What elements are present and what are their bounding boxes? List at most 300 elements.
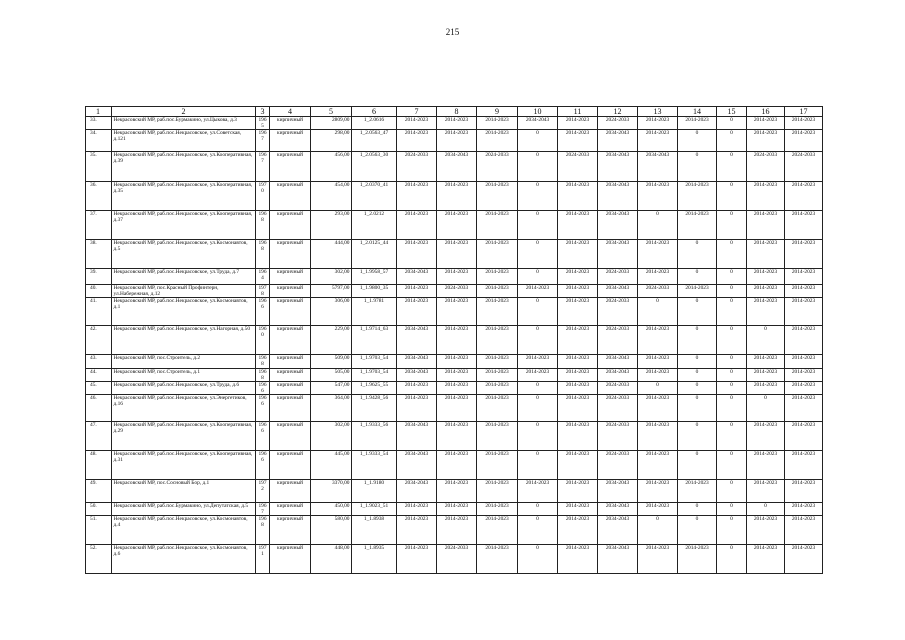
table-row — [86, 326, 823, 355]
table-cell: 2014-2023 — [558, 502, 598, 515]
table-cell: 2034-2043 — [397, 368, 437, 381]
table-cell: 39. — [86, 269, 112, 285]
table-cell: 44. — [86, 368, 112, 381]
table-cell: 2014-2023 — [558, 240, 598, 269]
table-cell: Некрасовский МР, раб.пос.Некрасовское, ул.Советская, д.121 — [112, 130, 256, 152]
table-cell: 2014-2023 — [785, 394, 823, 421]
table-cell: 2014-2023 — [397, 381, 437, 394]
table-cell: 2014-2023 — [397, 211, 437, 240]
table-cell: 2024-2033 — [397, 152, 437, 182]
table-cell: 48. — [86, 450, 112, 479]
table-cell: 454,00 — [311, 182, 352, 211]
table-cell: 2014-2023 — [477, 269, 518, 285]
table-cell: 0 — [717, 355, 747, 368]
table-cell: 0 — [638, 211, 678, 240]
table-cell: 448,00 — [311, 545, 352, 574]
table-cell: 2014-2023 — [477, 516, 518, 545]
table-cell: 2014-2023 — [477, 326, 518, 355]
table-cell: 2014-2023 — [747, 368, 785, 381]
column-header-16: 16 — [747, 107, 785, 117]
table-cell: 2014-2023 — [437, 394, 477, 421]
table-cell: 1_2.0616 — [352, 117, 397, 130]
table-cell: Некрасовский МР, пос.Красный Профинтерн, ул.Набережная, д.12 — [112, 285, 256, 298]
table-cell: 0 — [717, 152, 747, 182]
column-header-7: 7 — [397, 107, 437, 117]
table-cell: 0 — [678, 269, 717, 285]
table-cell: 2024-2033 — [437, 285, 477, 298]
table-cell: кирпичный — [270, 152, 311, 182]
table-cell: 0 — [678, 394, 717, 421]
table-cell: кирпичный — [270, 355, 311, 368]
table-cell: 2034-2043 — [397, 450, 437, 479]
table-cell: 1_1.9428_56 — [352, 394, 397, 421]
table-cell: Некрасовский МР, раб.пос.Некрасовское, ул.Энергетиков, д.16 — [112, 394, 256, 421]
table-cell: 2014-2023 — [785, 479, 823, 502]
table-cell: 0 — [638, 381, 678, 394]
table-cell: кирпичный — [270, 285, 311, 298]
table-cell: Некрасовский МР, раб.пос.Некрасовское, ул.Кооперативная, д.35 — [112, 182, 256, 211]
table-cell: 2014-2023 — [747, 516, 785, 545]
table-cell: 0 — [518, 394, 558, 421]
table-cell: Некрасовский МР, раб.пос.Некрасовское, ул.Кооперативная, д.37 — [112, 211, 256, 240]
table-cell: 2014-2023 — [638, 394, 678, 421]
table-cell: 0 — [518, 182, 558, 211]
table-cell: 547,00 — [311, 381, 352, 394]
table-cell: 2024-2033 — [598, 269, 638, 285]
table-cell: 2024-2033 — [598, 298, 638, 326]
table-cell: 2014-2023 — [477, 240, 518, 269]
table-cell: 0 — [678, 502, 717, 515]
table-cell: 2014-2023 — [397, 285, 437, 298]
table-cell: 2809,00 — [311, 117, 352, 130]
table-cell: 2014-2023 — [785, 381, 823, 394]
table-cell: 1960 — [256, 326, 270, 355]
table-cell: 2014-2023 — [518, 368, 558, 381]
table-cell: Некрасовский МР, раб.пос.Некрасовское, ул.Труда, д.6 — [112, 381, 256, 394]
column-header-12: 12 — [598, 107, 638, 117]
table-cell: 1967 — [256, 152, 270, 182]
table-cell: 0 — [717, 368, 747, 381]
table-cell: 2014-2023 — [477, 117, 518, 130]
table-cell: 0 — [678, 355, 717, 368]
table-cell: 0 — [678, 421, 717, 450]
table-row — [86, 450, 823, 479]
table-cell: 1_1.8938 — [352, 516, 397, 545]
table-cell: 45. — [86, 381, 112, 394]
table-cell: Некрасовский МР, раб.пос.Некрасовское, ул.Космонавтов, д.4 — [112, 516, 256, 545]
column-header-10: 10 — [518, 107, 558, 117]
table-cell: 2034-2043 — [437, 152, 477, 182]
table-cell: 1968 — [256, 211, 270, 240]
table-cell: 2014-2023 — [397, 130, 437, 152]
header-row — [86, 107, 823, 117]
table-cell: 2014-2023 — [518, 355, 558, 368]
table-cell: 2014-2023 — [437, 479, 477, 502]
table-cell: кирпичный — [270, 450, 311, 479]
table-cell: 1_1.8935 — [352, 545, 397, 574]
table-cell: 2014-2023 — [785, 421, 823, 450]
table-cell: 580,00 — [311, 516, 352, 545]
table-cell: 2014-2023 — [477, 450, 518, 479]
table-cell: 2014-2023 — [477, 545, 518, 574]
table-cell: 2014-2023 — [785, 130, 823, 152]
table-cell: 2014-2023 — [477, 381, 518, 394]
table-cell: 293,00 — [311, 211, 352, 240]
table-cell: 2014-2023 — [477, 479, 518, 502]
table-cell: 2014-2023 — [785, 502, 823, 515]
table-cell: Некрасовский МР, пос.Сосновый Бор, д.1 — [112, 479, 256, 502]
table-cell: 2014-2023 — [437, 516, 477, 545]
table-cell: 1_1.9781 — [352, 298, 397, 326]
table-row — [86, 516, 823, 545]
table-cell: Некрасовский МР, раб.пос.Некрасовское, ул.Кооперативная, д.31 — [112, 450, 256, 479]
table-cell: 2014-2023 — [678, 285, 717, 298]
table-cell: кирпичный — [270, 421, 311, 450]
table-cell: 0 — [518, 240, 558, 269]
table-cell: Некрасовский МР, раб.пос.Некрасовское, ул.Труда, д.7 — [112, 269, 256, 285]
table-cell: 2014-2023 — [518, 479, 558, 502]
table-cell: кирпичный — [270, 394, 311, 421]
table-cell: 0 — [518, 450, 558, 479]
table-cell: 34. — [86, 130, 112, 152]
table-cell: 1970 — [256, 182, 270, 211]
table-cell: кирпичный — [270, 381, 311, 394]
table-cell: 2034-2043 — [397, 421, 437, 450]
table-cell: 0 — [518, 298, 558, 326]
table-cell: 2014-2023 — [437, 355, 477, 368]
table-cell: 0 — [678, 240, 717, 269]
table-cell: 2014-2023 — [558, 285, 598, 298]
table-cell: 445,00 — [311, 450, 352, 479]
table-cell: 2014-2023 — [747, 355, 785, 368]
table-cell: 2034-2043 — [397, 326, 437, 355]
table-cell: 2014-2023 — [477, 355, 518, 368]
table-header — [86, 107, 823, 117]
table-cell: 450,00 — [311, 502, 352, 515]
table-cell: 0 — [747, 326, 785, 355]
table-cell: 2014-2023 — [747, 421, 785, 450]
table-cell: 0 — [717, 394, 747, 421]
table-cell: 0 — [678, 368, 717, 381]
table-cell: 50. — [86, 502, 112, 515]
table-cell: 38. — [86, 240, 112, 269]
table-cell: 2014-2023 — [638, 117, 678, 130]
table-cell: 1_1.9333_54 — [352, 450, 397, 479]
table-cell: 2014-2023 — [397, 545, 437, 574]
table-cell: 1967 — [256, 502, 270, 515]
table-cell: 2014-2023 — [638, 502, 678, 515]
table-cell: 2014-2023 — [397, 394, 437, 421]
table-cell: 0 — [678, 298, 717, 326]
table-cell: 2034-2043 — [598, 516, 638, 545]
table-row — [86, 211, 823, 240]
table-cell: 2014-2023 — [747, 285, 785, 298]
table-row — [86, 182, 823, 211]
table-cell: 444,00 — [311, 240, 352, 269]
table-cell: 1971 — [256, 545, 270, 574]
table-cell: 2014-2023 — [558, 479, 598, 502]
table-cell: 2014-2023 — [437, 240, 477, 269]
table-cell: 1968 — [256, 355, 270, 368]
table-cell: 2014-2023 — [638, 182, 678, 211]
table-cell: 2034-2043 — [598, 240, 638, 269]
table-cell: 0 — [717, 545, 747, 574]
table-cell: 2024-2033 — [598, 381, 638, 394]
table-row — [86, 545, 823, 574]
table-cell: 0 — [747, 394, 785, 421]
table-cell: 2014-2023 — [477, 285, 518, 298]
table-cell: 0 — [678, 516, 717, 545]
table-cell: 0 — [717, 450, 747, 479]
table-cell: 3370,00 — [311, 479, 352, 502]
table-cell: 2014-2023 — [678, 117, 717, 130]
table-cell: 2014-2023 — [558, 394, 598, 421]
column-header-9: 9 — [477, 107, 518, 117]
table-cell: 42. — [86, 326, 112, 355]
table-cell: Некрасовский МР, раб.пос.Бурмакино, ул.Цыкова, д.3 — [112, 117, 256, 130]
table-cell: 2034-2043 — [598, 545, 638, 574]
table-cell: 0 — [717, 298, 747, 326]
table-cell: 2014-2023 — [558, 182, 598, 211]
table-cell: 0 — [518, 421, 558, 450]
table-cell: 2014-2023 — [785, 240, 823, 269]
table-cell: 2034-2043 — [598, 152, 638, 182]
table-cell: 1968 — [256, 240, 270, 269]
table-cell: 0 — [717, 211, 747, 240]
table-cell: 2034-2043 — [598, 502, 638, 515]
table-cell: 2014-2023 — [638, 479, 678, 502]
table-cell: 0 — [717, 479, 747, 502]
table-cell: 2014-2023 — [558, 130, 598, 152]
table-cell: 2014-2023 — [558, 117, 598, 130]
table-cell: 1_1.9180 — [352, 479, 397, 502]
column-header-11: 11 — [558, 107, 598, 117]
table-cell: 1_2.0212 — [352, 211, 397, 240]
table-row — [86, 130, 823, 152]
table-cell: 1966 — [256, 381, 270, 394]
table-cell: 36. — [86, 182, 112, 211]
table-row — [86, 240, 823, 269]
table-cell: 2014-2023 — [437, 326, 477, 355]
table-cell: 0 — [717, 502, 747, 515]
table-row — [86, 381, 823, 394]
table-cell: 0 — [717, 117, 747, 130]
table-cell: 0 — [518, 545, 558, 574]
table-cell: 2014-2023 — [477, 182, 518, 211]
table-cell: 2014-2023 — [747, 182, 785, 211]
table-cell: 52. — [86, 545, 112, 574]
table-cell: 2014-2023 — [747, 545, 785, 574]
table-cell: 306,00 — [311, 298, 352, 326]
table-cell: 47. — [86, 421, 112, 450]
table-cell: 1968 — [256, 368, 270, 381]
table-cell: 2014-2023 — [638, 269, 678, 285]
table-cell: кирпичный — [270, 545, 311, 574]
table-cell: 0 — [747, 502, 785, 515]
table-cell: 2034-2043 — [638, 152, 678, 182]
page-number: 215 — [445, 27, 460, 37]
table-cell: 2014-2023 — [785, 545, 823, 574]
table-cell: 2034-2043 — [397, 269, 437, 285]
table-cell: 2014-2023 — [477, 130, 518, 152]
table-cell: 2014-2023 — [437, 269, 477, 285]
table-cell: 2014-2023 — [785, 450, 823, 479]
table-cell: кирпичный — [270, 502, 311, 515]
table-cell: 2014-2023 — [558, 298, 598, 326]
table-cell: 2014-2023 — [638, 240, 678, 269]
table-cell: Некрасовский МР, раб.пос.Некрасовское, ул.Кооперативная, д.29 — [112, 421, 256, 450]
table-cell: 1964 — [256, 269, 270, 285]
housing-register-table — [85, 106, 823, 574]
table-cell: 2034-2043 — [598, 182, 638, 211]
table-cell: 0 — [518, 269, 558, 285]
table-cell: 0 — [518, 381, 558, 394]
table-cell: кирпичный — [270, 117, 311, 130]
table-cell: 0 — [518, 326, 558, 355]
table-row — [86, 117, 823, 130]
table-cell: 2014-2023 — [437, 298, 477, 326]
table-cell: 364,00 — [311, 394, 352, 421]
table-cell: 2014-2023 — [638, 355, 678, 368]
table-cell: 1_2.0125_44 — [352, 240, 397, 269]
table-cell: 2014-2023 — [558, 269, 598, 285]
table-cell: 2034-2043 — [598, 285, 638, 298]
table-cell: 2014-2023 — [558, 545, 598, 574]
table-cell: 2014-2023 — [558, 355, 598, 368]
table-cell: 2034-2043 — [598, 355, 638, 368]
table-cell: 2014-2023 — [397, 240, 437, 269]
column-header-1: 1 — [86, 107, 112, 117]
table-cell: 1_1.9800_35 — [352, 285, 397, 298]
table-cell: 1_1.9958_57 — [352, 269, 397, 285]
table-cell: 1966 — [256, 421, 270, 450]
table-cell: Некрасовский МР, пос.Строитель, д.1 — [112, 368, 256, 381]
table-cell: 302,00 — [311, 421, 352, 450]
table-cell: Некрасовский МР, раб.пос.Некрасовское, ул.Космонавтов, д.6 — [112, 545, 256, 574]
table-cell: Некрасовский МР, раб.пос.Некрасовское, ул.Космонавтов, д.1 — [112, 298, 256, 326]
column-header-13: 13 — [638, 107, 678, 117]
table-cell: 2014-2023 — [678, 211, 717, 240]
table-cell: 2034-2043 — [598, 479, 638, 502]
table-cell: 0 — [717, 326, 747, 355]
table-cell: 2014-2023 — [785, 211, 823, 240]
table-cell: 2014-2023 — [397, 502, 437, 515]
table-cell: Некрасовский МР, раб.пос.Бурмакино, ул.Депутатская, д.5 — [112, 502, 256, 515]
table-cell: 2014-2023 — [747, 479, 785, 502]
table-cell: 0 — [678, 130, 717, 152]
table-cell: 51. — [86, 516, 112, 545]
table-cell: 2014-2023 — [437, 450, 477, 479]
table-cell: 2024-2033 — [785, 152, 823, 182]
table-cell: 2014-2023 — [558, 211, 598, 240]
table-cell: 2034-2043 — [598, 211, 638, 240]
table-cell: 2024-2033 — [437, 545, 477, 574]
table-cell: 2014-2023 — [558, 326, 598, 355]
table-row — [86, 285, 823, 298]
table-cell: 2024-2033 — [747, 152, 785, 182]
table-cell: 1_2.0563_30 — [352, 152, 397, 182]
table-cell: 2024-2033 — [598, 421, 638, 450]
table-cell: 0 — [678, 381, 717, 394]
table-cell: 2024-2033 — [477, 152, 518, 182]
table-cell: кирпичный — [270, 298, 311, 326]
table-cell: 2014-2023 — [437, 211, 477, 240]
table-cell: кирпичный — [270, 182, 311, 211]
table-cell: кирпичный — [270, 211, 311, 240]
table-cell: 2014-2023 — [437, 182, 477, 211]
table-cell: 0 — [678, 152, 717, 182]
table-cell: 0 — [518, 130, 558, 152]
table-cell: 229,00 — [311, 326, 352, 355]
table-body — [86, 117, 823, 574]
column-header-3: 3 — [256, 107, 270, 117]
table-cell: 1_1.9703_54 — [352, 355, 397, 368]
table-cell: 1967 — [256, 130, 270, 152]
table-cell: 2014-2023 — [397, 117, 437, 130]
table-cell: 35. — [86, 152, 112, 182]
column-header-14: 14 — [678, 107, 717, 117]
table-cell: 0 — [717, 381, 747, 394]
table-cell: 2014-2023 — [678, 545, 717, 574]
table-cell: 2024-2033 — [598, 326, 638, 355]
table-cell: 2014-2023 — [747, 240, 785, 269]
table-cell: 0 — [518, 516, 558, 545]
table-cell: кирпичный — [270, 240, 311, 269]
table-row — [86, 355, 823, 368]
table-cell: 2034-2043 — [397, 355, 437, 368]
table-cell: 1_2.0370_41 — [352, 182, 397, 211]
table-cell: 1966 — [256, 450, 270, 479]
table-cell: 2014-2023 — [437, 381, 477, 394]
table-cell: 1_1.9333_56 — [352, 421, 397, 450]
table-cell: 2014-2023 — [477, 211, 518, 240]
table-cell: 2014-2023 — [518, 285, 558, 298]
table-cell: 2014-2023 — [638, 368, 678, 381]
table-cell: 2014-2023 — [785, 182, 823, 211]
table-cell: 1_1.9703_54 — [352, 368, 397, 381]
table-cell: 2014-2023 — [437, 421, 477, 450]
column-header-6: 6 — [352, 107, 397, 117]
table-cell: 2014-2023 — [477, 421, 518, 450]
table-cell: 2034-2043 — [518, 117, 558, 130]
table-cell: 1978 — [256, 285, 270, 298]
table-cell: 1966 — [256, 298, 270, 326]
table-cell: 5797,00 — [311, 285, 352, 298]
table-cell: кирпичный — [270, 130, 311, 152]
table-cell: 2024-2033 — [598, 117, 638, 130]
table-cell: 1_1.9714_63 — [352, 326, 397, 355]
table-cell: 2014-2023 — [638, 326, 678, 355]
table-cell: Некрасовский МР, раб.пос.Некрасовское, ул.Нагорная, д.50 — [112, 326, 256, 355]
table-cell: 302,00 — [311, 269, 352, 285]
table-cell: 2014-2023 — [397, 182, 437, 211]
table-cell: 2014-2023 — [558, 450, 598, 479]
table-cell: 0 — [518, 152, 558, 182]
table-row — [86, 152, 823, 182]
table-cell: 2024-2033 — [598, 394, 638, 421]
table-cell: 0 — [717, 421, 747, 450]
column-header-15: 15 — [717, 107, 747, 117]
table-cell: 2014-2023 — [785, 269, 823, 285]
table-cell: 0 — [518, 502, 558, 515]
table-cell: 1972 — [256, 479, 270, 502]
table-cell: 2014-2023 — [747, 269, 785, 285]
table-cell: 40. — [86, 285, 112, 298]
table-cell: 2014-2023 — [785, 326, 823, 355]
table-cell: кирпичный — [270, 516, 311, 545]
table-cell: 0 — [678, 450, 717, 479]
table-cell: 0 — [717, 130, 747, 152]
